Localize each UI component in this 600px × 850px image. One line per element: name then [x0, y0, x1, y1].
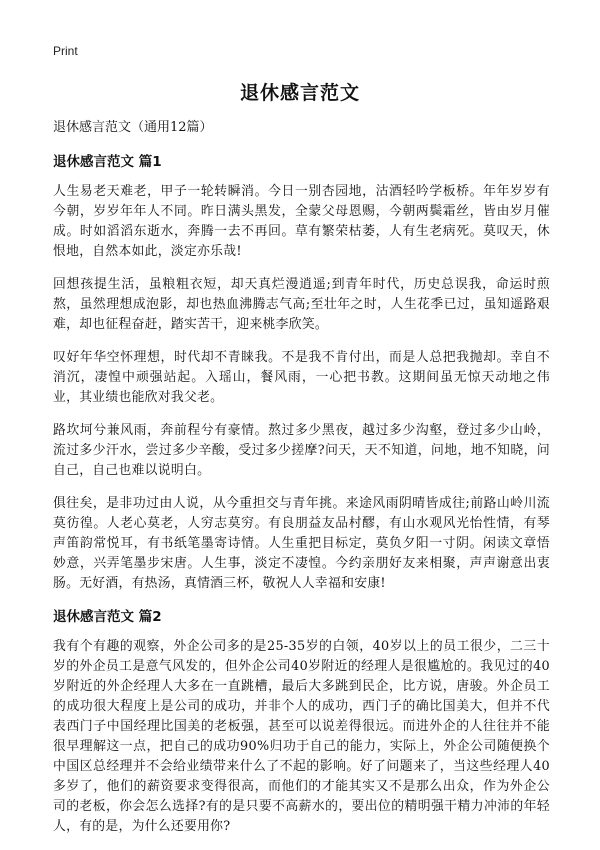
document-subtitle: 退休感言范文（通用12篇）	[53, 120, 213, 135]
paragraph: 俱往矣，是非功过由人说，从今重担交与青年挑。来途风雨阴晴皆成往;前路山岭川流莫彷徨。人老心莫老，人穷志莫穷。有良朋益友品村醪，有山水观风光怡性情，有琴声笛韵常悦耳，有书纸笔墨寄诗情。人生重把目标定，莫负夕阳一寸阴。闲读文章悟妙意，兴弄笔墨步宋唐。人生事，淡定不凄惶。今约亲朋好友来相聚，声声谢意出衷肠。无好酒，有热汤，真情酒三杯，敬祝人人幸福和安康!	[53, 496, 550, 591]
paragraph: 叹好年华空怀理想，时代却不青睐我。不是我不肯付出，而是人总把我抛却。幸自不消沉，凄惶中顽强站起。入瑶山，餐风雨，一心把书教。这期间虽无惊天动地之伟业，其业绩也能欣对我父老。	[53, 350, 550, 405]
section-2	[53, 607, 550, 837]
print-link[interactable]: Print	[53, 44, 78, 58]
document-body	[53, 118, 550, 850]
paragraph: 人生易老天难老，甲子一轮转瞬消。今日一别杏园地，沽酒轻吟学板桥。年年岁岁有今朝，岁岁年年人不同。昨日满头黑发，全蒙父母恩赐，今朝两鬓霜丝，皆由岁月催成。时如滔滔东逝水，奔腾一去不再回。草有繁荣枯萎，人有生老病死。莫叹天，休恨地，自然本如此，淡定亦乐哉!	[53, 184, 550, 259]
page-title: 退休感言范文	[239, 82, 360, 104]
paragraph: 路坎坷兮兼风雨，奔前程兮有豪情。熬过多少黑夜，越过多少沟壑，登过多少山岭，流过多少汗水，尝过多少辛酸，受过多少搓摩?问天，天不知道，问地，地不知晓，问自己，自己也难以说明白。	[53, 423, 550, 478]
section-1	[53, 152, 550, 594]
paragraph: 我有个有趣的观察，外企公司多的是25-35岁的白领，40岁以上的员工很少，二三十岁的外企员工是意气风发的，但外企公司40岁附近的经理人是很尴尬的。我见过的40岁附近的外企经理人大多在一直跳槽，最后大多跳到民企，比方说，唐骏。外企员工的成功很大程度上是公司的成功，并非个人的成功，西门子的确比国美大，但并不代表西门子中国经理比国美的老板强，甚至可以说差得很远。而进外企的人往往并不能很早理解这一点，把自己的成功90%归功于自己的能力，实际上，外企公司随便换个中国区总经理并不会给业绩带来什么了不起的影响。好了问题来了，当这些经理人40多岁了，他们的薪资要求变得很高，而他们的才能其实又不是那么出众，作为外企公司的老板，你会怎么选择?有的是只要不高薪水的，要出位的精明强干精力冲沛的年轻人，有的是，为什么还要用你?	[53, 639, 550, 834]
paragraph: 回想孩提生活，虽粮粗衣短，却天真烂漫逍遥;到青年时代，历史总误我，命运时煎熬，虽然理想成泡影，却也热血沸腾志气高;至壮年之时，人生花季已过，虽知遥路艰难，却也征程奋赶，踏实苦干，迎来桃李欣笑。	[53, 277, 550, 332]
section-heading: 退休感言范文 篇1	[53, 154, 162, 170]
section-heading: 退休感言范文 篇2	[53, 609, 162, 625]
